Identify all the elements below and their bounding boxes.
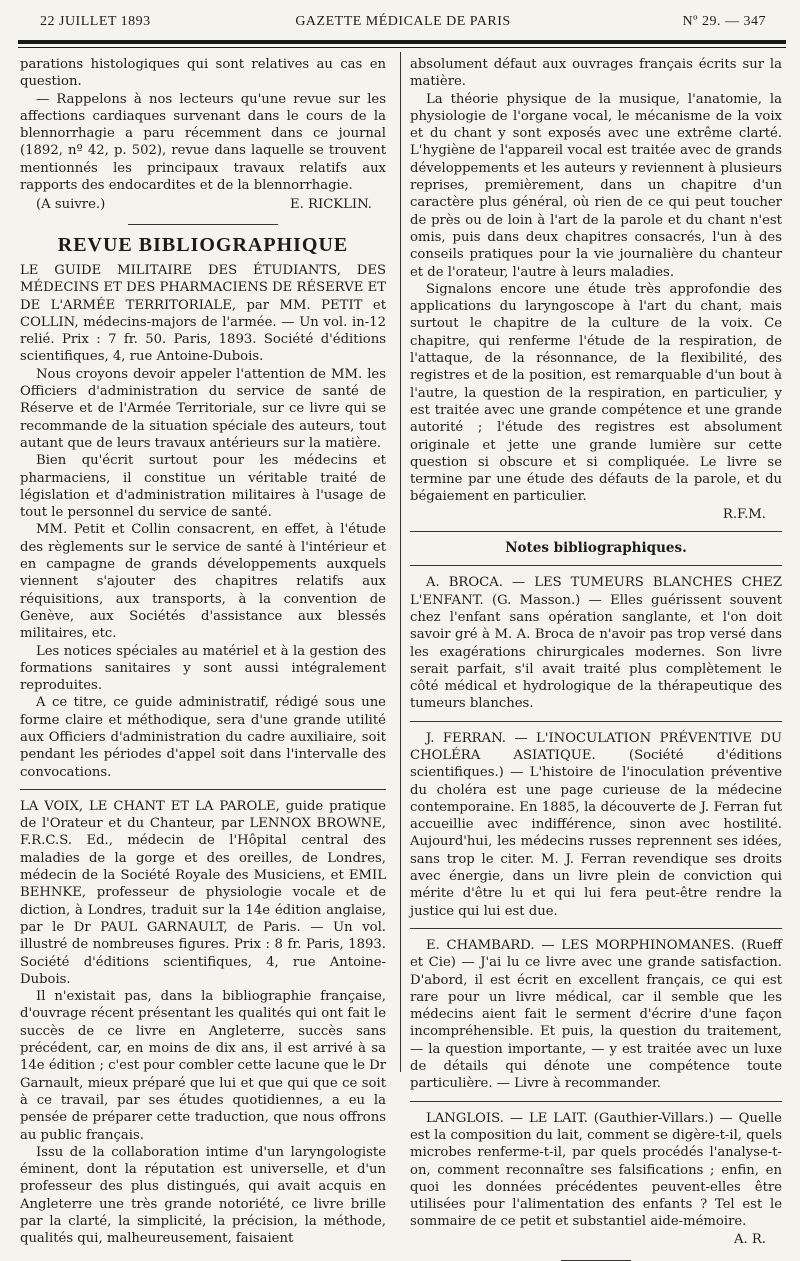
- paragraph: Il n'existait pas, dans la bibliographie française, d'ouvrage récent présentant les qualités qui ont fait le succès de ce livre en Angleterre, succès sans précédent, car, en moins de dix ans, il est arrivé à sa 14e édition ; c'est pour combler cette lacune que le Dr Garnault, mieux préparé que lui et que qui que ce soit à ce travail, par ses études quotidiennes, a eu la pensée de préparer cette traduction, que nous offrons au public français.: [20, 989, 386, 1143]
- paragraph: — Rappelons à nos lecteurs qu'une revue sur les affections cardiaques survenant dans le cours de la blennorrhagie a paru récemment dans ce journal (1892, nº 42, p. 502), revue dans laquelle se trouvent mentionnés les principaux travaux relatifs aux rapports des endocardites et de la blennorrhagie.: [20, 91, 386, 194]
- note-entry: E. CHAMBARD. — LES MORPHINOMANES. (Rueff et Cie) — J'ai lu ce livre avec une grande satisfaction. D'abord, il est écrit en excellent français, ce qui est rare pour un livre médical, car il semble que les médecins aient fait le serment d'écrire d'une façon incompréhensible. Et puis, la question du traitement, — la question importante, — y est traitée avec un luxe de détails qui dénote une compétence toute particulière. — Livre à recommander.: [410, 937, 782, 1092]
- notes-section-title: Notes bibliographiques.: [505, 540, 687, 557]
- header-page-number: Nº 29. — 347: [682, 14, 766, 29]
- note-entry: J. FERRAN. — L'INOCULATION PRÉVENTIVE DU CHOLÉRA ASIATIQUE. (Société d'éditions scientifiques.) — L'histoire de l'inoculation préventive du choléra est une page curieuse de la médecine contemporaine. En 1885, la découverte de J. Ferran fut accueillie avec indifférence, sinon avec hostilité. Aujourd'hui, les médecins russes reprennent ses idées, sans trop le citer. M. J. Ferran revendique ses droits avec énergie, dans un livre plein de conviction qui mérite d'être lu et qui lui fera peut-être rendre la justice qui lui est due.: [410, 730, 782, 919]
- paragraph: Issu de la collaboration intime d'un laryngologiste éminent, dont la réputation est universelle, et d'un professeur des plus distingués, qui avait acquis en Angleterre une très grande notoriété, ce livre brille par la clarté, la simplicité, la précision, la méthode, qualités qui, malheureusement, faisaient: [20, 1144, 386, 1247]
- entry-divider: [410, 928, 782, 929]
- entry-divider: [20, 789, 386, 790]
- header-rule-thick: [18, 40, 786, 44]
- left-column: [20, 56, 386, 1248]
- book-entry-heading: LE GUIDE MILITAIRE DES ÉTUDIANTS, DES MÉDECINS ET DES PHARMACIENS DE RÉSERVE ET DE L'ARMÉE TERRITORIALE, par MM. PETIT et COLLIN, médecins-majors de l'armée. — Un vol. in-12 relié. Prix : 7 fr. 50. Paris, 1893. Société d'éditions scientifiques, 4, rue Antoine-Dubois.: [20, 262, 386, 365]
- entry-divider: [410, 721, 782, 722]
- right-column: [410, 56, 782, 1261]
- book-entry-heading: LA VOIX, LE CHANT ET LA PAROLE, guide pratique de l'Orateur et du Chanteur, par LENNOX BROWNE, F.R.C.S. Ed., médecin de l'Hôpital central des maladies de la gorge et des oreilles, de Londres, médecin de la Société Royale des Musiciens, et EMIL BEHNKE, professeur de physiologie vocale et de diction, à Londres, traduit sur la 14e édition anglaise, par le Dr PAUL GARNAULT, de Paris. — Un vol. illustré de nombreuses figures. Prix : 8 fr. Paris, 1893. Société d'éditions scientifiques, 4, rue Antoine-Dubois.: [20, 798, 386, 987]
- header-rule-thin: [18, 47, 786, 48]
- section-divider: [410, 565, 782, 566]
- note-signature: A. R.: [733, 1231, 766, 1247]
- author-name: E. RICKLIN.: [290, 197, 372, 213]
- paragraph: parations histologiques qui sont relatives au cas en question.: [20, 57, 386, 90]
- article-signature: [20, 196, 386, 213]
- a-suivre-note: (A suivre.): [36, 197, 106, 213]
- paragraph: Nous croyons devoir appeler l'attention de MM. les Officiers d'administration du service de santé de Réserve et de l'Armée Territoriale, sur ce livre qui se recommande de la situation spéciale des auteurs, tout autant que de leurs travaux antérieurs sur la matière.: [20, 366, 386, 451]
- paragraph: MM. Petit et Collin consacrent, en effet, à l'étude des règlements sur le service de santé à l'intérieur et en campagne de grands développements auxquels viennent s'ajouter des chapitres relatifs aux réquisitions, aux transports, à la convention de Genève, aux Sociétés d'assistance aux blessés militaires, etc.: [20, 522, 386, 642]
- header-date: 22 JUILLET 1893: [40, 14, 151, 29]
- paragraph: Signalons encore une étude très approfondie des applications du laryngoscope à l'art du chant, mais surtout le chapitre de la culture de la voix. Ce chapitre, qui renferme l'étude de la respiration, de l'attaque, de la résonnance, de la flexibilité, des registres et de la position, est remarquable d'un bout à l'autre, la question de la respiration, en particulier, y est traitée avec une grande compétence et une grande autorité ; l'étude des registres est absolument originale et jette une grande lumière sur cette question si obscure et si compliquée. Le livre se termine par une étude des défauts de la parole, et du bégaiement en particulier.: [410, 281, 782, 505]
- paragraph: Les notices spéciales au matériel et à la gestion des formations sanitaires y sont aussi intégralement reproduites.: [20, 643, 386, 694]
- note-entry: A. BROCA. — LES TUMEURS BLANCHES CHEZ L'ENFANT. (G. Masson.) — Elles guérissent souvent chez l'enfant sans opération sanglante, et l'on doit savoir gré à M. A. Broca de n'avoir pas trop versé dans les exagérations chirurgicales modernes. Son livre serait parfait, s'il avait traité plus complètement le côté médical et hydrologique de la thérapeutique des tumeurs blanches.: [410, 575, 782, 712]
- paragraph: absolument défaut aux ouvrages français écrits sur la matière.: [410, 57, 782, 90]
- entry-divider: [410, 1101, 782, 1102]
- section-divider: [410, 531, 782, 532]
- review-signature: R.F.M.: [722, 506, 766, 522]
- page-header: [40, 14, 766, 36]
- section-divider: [128, 224, 278, 225]
- paragraph: La théorie physique de la musique, l'anatomie, la physiologie de l'organe vocal, le mécanisme de la voix et du chant y sont exposés avec une extrême clarté. L'hygiène de l'appareil vocal est traitée avec de grands développements et les auteurs y reviennent à plusieurs reprises, premièrement, dans un chapitre d'un caractère plus général, où rien de ce qui peut toucher de près ou de loin à l'art de la parole et du chant n'est omis, puis dans deux chapitres consacrés, l'un à des conseils pratiques pour la vie journalière du chanteur et de l'orateur, l'autre à leurs maladies.: [410, 91, 782, 280]
- paragraph: A ce titre, ce guide administratif, rédigé sous une forme claire et méthodique, sera d'une grande utilité aux Officiers d'administration du cadre auxiliaire, soit pendant les périodes d'appel soit dans l'intervalle des convocations.: [20, 695, 386, 780]
- column-divider: [400, 52, 401, 1072]
- paragraph: Bien qu'écrit surtout pour les médecins et pharmaciens, il constitue un véritable traité de législation et d'administration militaires à l'usage de tout le personnel du service de santé.: [20, 453, 386, 521]
- section-title: REVUE BIBLIOGRAPHIQUE: [57, 233, 349, 256]
- note-entry: LANGLOIS. — LE LAIT. (Gauthier-Villars.) — Quelle est la composition du lait, comment se digère-t-il, quels microbes renferme-t-il, par quels procédés l'analyse-t-on, comment reconnaître ses falsifications ; enfin, en quoi les données précédentes peuvent-elles être utilisées pour l'alimentation des enfants ? Tel est le sommaire de ce petit et substantiel aide-mémoire.: [410, 1110, 782, 1230]
- header-title: GAZETTE MÉDICALE DE PARIS: [295, 14, 511, 29]
